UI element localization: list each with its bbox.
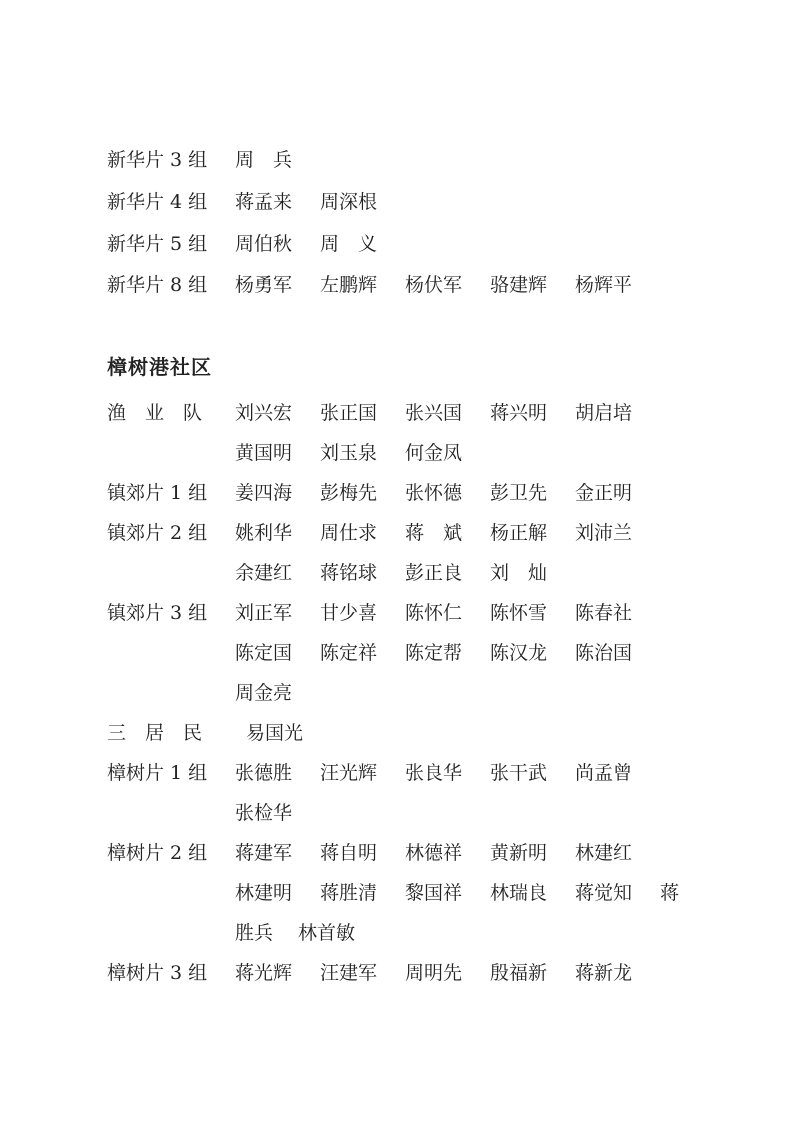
- member-name: 汪光辉: [320, 762, 378, 784]
- member-name: 甘少喜: [320, 602, 378, 624]
- member-name: 张检华: [235, 802, 293, 824]
- member-name: 左鹏辉: [320, 274, 378, 296]
- member-name: 汪建军: [320, 962, 378, 984]
- member-name: 尚孟曾: [575, 762, 633, 784]
- group-label: 新华片 5 组: [107, 233, 208, 255]
- roster-row: [0, 478, 793, 508]
- member-name: 林德祥: [405, 842, 463, 864]
- roster-row: [0, 718, 793, 748]
- member-name: 黄新明: [490, 842, 548, 864]
- member-name: 张正国: [320, 402, 378, 424]
- member-name: 易国光: [246, 722, 304, 744]
- group-label: 樟树片 3 组: [107, 962, 208, 984]
- member-name: 蒋胜清: [320, 882, 378, 904]
- member-name: 蒋孟来: [235, 191, 293, 213]
- roster-row: [0, 678, 793, 708]
- member-name: 蒋新龙: [575, 962, 633, 984]
- member-name: 黄国明: [235, 442, 293, 464]
- roster-row: [0, 145, 793, 175]
- member-name: 姜四海: [235, 482, 293, 504]
- group-label: 镇郊片 1 组: [107, 482, 208, 504]
- member-name: 张怀德: [405, 482, 463, 504]
- member-name: 蒋觉知: [575, 882, 633, 904]
- roster-row: [0, 598, 793, 628]
- group-label: 新华片 8 组: [107, 274, 208, 296]
- roster-row: [0, 438, 793, 468]
- member-name: 余建红: [235, 562, 293, 584]
- member-name: 周 义: [320, 233, 378, 255]
- member-name: 周伯秋: [235, 233, 293, 255]
- member-name: 刘玉泉: [320, 442, 378, 464]
- group-label: 新华片 3 组: [107, 149, 208, 171]
- member-name: 姚利华: [235, 522, 293, 544]
- member-name: 杨正解: [490, 522, 548, 544]
- roster-row: [0, 558, 793, 588]
- member-name: 刘兴宏: [235, 402, 293, 424]
- member-name: 蒋兴明: [490, 402, 548, 424]
- member-name: 周 兵: [235, 149, 293, 171]
- group-label: 三 居 民: [107, 722, 203, 744]
- member-name: 周仕求: [320, 522, 378, 544]
- member-name: 杨辉平: [575, 274, 633, 296]
- member-name: 蒋 斌: [405, 522, 463, 544]
- roster-row: [0, 398, 793, 428]
- member-name: 刘 灿: [490, 562, 548, 584]
- member-name: 胡启培: [575, 402, 633, 424]
- member-name: 陈春社: [575, 602, 633, 624]
- member-name: 殷福新: [490, 962, 548, 984]
- member-name: 刘正军: [235, 602, 293, 624]
- member-name: 周深根: [320, 191, 378, 213]
- member-name: 金正明: [575, 482, 633, 504]
- member-name: 周明先: [405, 962, 463, 984]
- member-name: 杨勇军: [235, 274, 293, 296]
- group-label: 镇郊片 2 组: [107, 522, 208, 544]
- member-name: 蒋光辉: [235, 962, 293, 984]
- member-name: 陈怀仁: [405, 602, 463, 624]
- roster-row: [0, 838, 793, 868]
- roster-row: [0, 958, 793, 988]
- roster-row: [0, 918, 793, 948]
- group-label: 樟树片 1 组: [107, 762, 208, 784]
- roster-row: [0, 798, 793, 828]
- member-name: 刘沛兰: [575, 522, 633, 544]
- group-label: 渔 业 队: [107, 402, 203, 424]
- roster-row: [0, 638, 793, 668]
- member-name: 彭梅先: [320, 482, 378, 504]
- member-name: 陈汉龙: [490, 642, 548, 664]
- member-name: 林瑞良: [490, 882, 548, 904]
- member-name: 张良华: [405, 762, 463, 784]
- member-name: 陈定国: [235, 642, 293, 664]
- member-name: 林建明: [235, 882, 293, 904]
- member-name: 蒋铭球: [320, 562, 378, 584]
- member-name: 陈定祥: [320, 642, 378, 664]
- roster-row: [0, 878, 793, 908]
- member-name: 张兴国: [405, 402, 463, 424]
- section-heading: 樟树港社区: [107, 355, 212, 379]
- member-name: 杨伏军: [405, 274, 463, 296]
- group-label: 镇郊片 3 组: [107, 602, 208, 624]
- member-name: 黎国祥: [405, 882, 463, 904]
- member-name: 陈怀雪: [490, 602, 548, 624]
- member-name: 骆建辉: [490, 274, 548, 296]
- member-name: 张德胜: [235, 762, 293, 784]
- member-name: 陈治国: [575, 642, 633, 664]
- group-label: 新华片 4 组: [107, 191, 208, 213]
- member-name: 林建红: [575, 842, 633, 864]
- member-name: 胜兵: [235, 922, 274, 944]
- member-name: 彭正良: [405, 562, 463, 584]
- member-name: 陈定帮: [405, 642, 463, 664]
- member-name: 何金凤: [405, 442, 463, 464]
- member-name: 蒋建军: [235, 842, 293, 864]
- member-name: 彭卫先: [490, 482, 548, 504]
- member-name: 蒋自明: [320, 842, 378, 864]
- roster-row: [0, 187, 793, 217]
- group-label: 樟树片 2 组: [107, 842, 208, 864]
- member-name: 张干武: [490, 762, 548, 784]
- member-name: 周金亮: [235, 682, 293, 704]
- member-name: 蒋: [660, 882, 680, 904]
- roster-row: [0, 518, 793, 548]
- roster-row: [0, 270, 793, 300]
- member-name: 林首敏: [298, 922, 356, 944]
- roster-row: [0, 758, 793, 788]
- roster-row: [0, 229, 793, 259]
